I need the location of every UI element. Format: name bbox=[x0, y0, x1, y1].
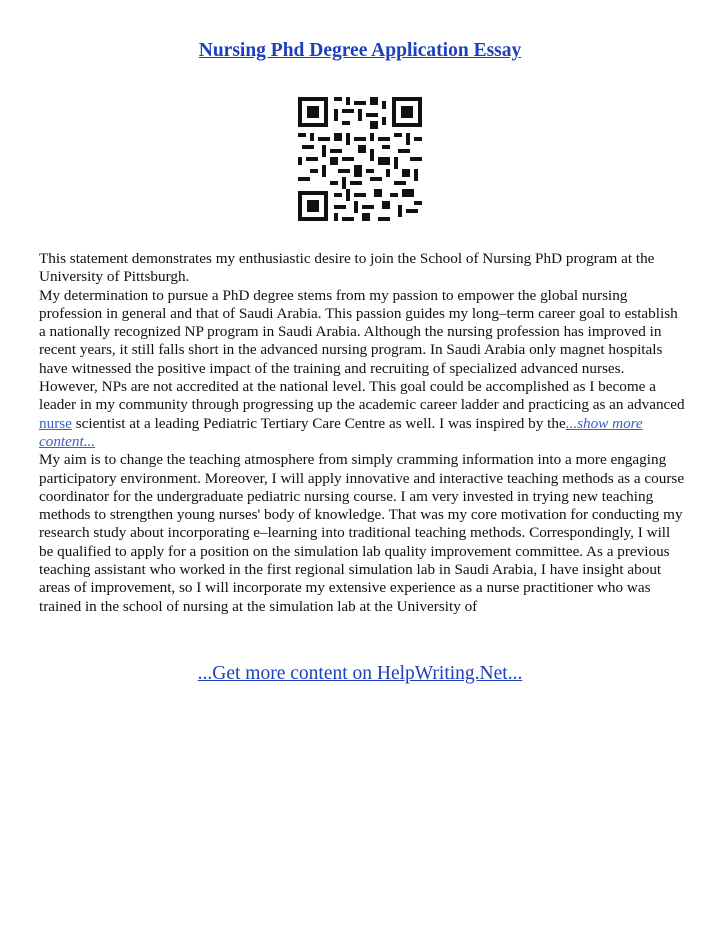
qr-code-icon bbox=[298, 97, 422, 221]
nurse-link[interactable]: nurse bbox=[39, 414, 72, 432]
paragraph-determination bbox=[39, 287, 685, 452]
paragraph-intro: This statement demonstrates my enthusiastic desire to join the School of Nursing PhD program at the University of Pittsburgh. bbox=[39, 250, 655, 286]
essay-body bbox=[39, 250, 685, 616]
show-more-link[interactable]: ...show more content... bbox=[39, 414, 643, 450]
get-more-content-link[interactable]: ...Get more content on HelpWriting.Net... bbox=[197, 663, 523, 684]
page-title bbox=[0, 38, 720, 64]
title-link[interactable]: Nursing Phd Degree Application Essay bbox=[198, 40, 522, 61]
paragraph-text: My determination to pursue a PhD degree stems from my passion to empower the global nursing profession in general and that of Saudi Arabia. This passion guides my long–term career goal to establish a nationally recognized NP program in Saudi Arabia. Although the nursing profession has improved in recent years, it still falls short in the advanced nursing program. In Saudi Arabia only magnet hospitals have witnessed the positive impact of the training and recruiting of specialized advanced nurses. However, NPs are not accredited at the national level. This goal could be accomplished as I become a leader in my community through progressing up the academic career ladder and practicing as an advanced bbox=[39, 286, 685, 414]
paragraph-aim: My aim is to change the teaching atmosphere from simply cramming information into a more engaging participatory environment. Moreover, I will apply innovative and interactive teaching methods as a course coordinator for the undergraduate pediatric nursing course. I am very invested in trying new teaching methods to strengthen young nurses' body of knowledge. That was my core motivation for conducting my research study about incorporating e–learning into traditional teaching methods. Correspondingly, I will be qualified to apply for a position on the simulation lab quality improvement committee. As a previous teaching assistant who worked in the first regional simulation lab in Saudi Arabia, I have insight about areas of improvement, so I will incorporate my extensive experience as a nurse practitioner who was trained in the school of nursing at the simulation lab at the University of bbox=[39, 451, 685, 615]
footer bbox=[0, 662, 720, 686]
paragraph-text: scientist at a leading Pediatric Tertiary Care Centre as well. I was inspired by the bbox=[71, 414, 566, 432]
